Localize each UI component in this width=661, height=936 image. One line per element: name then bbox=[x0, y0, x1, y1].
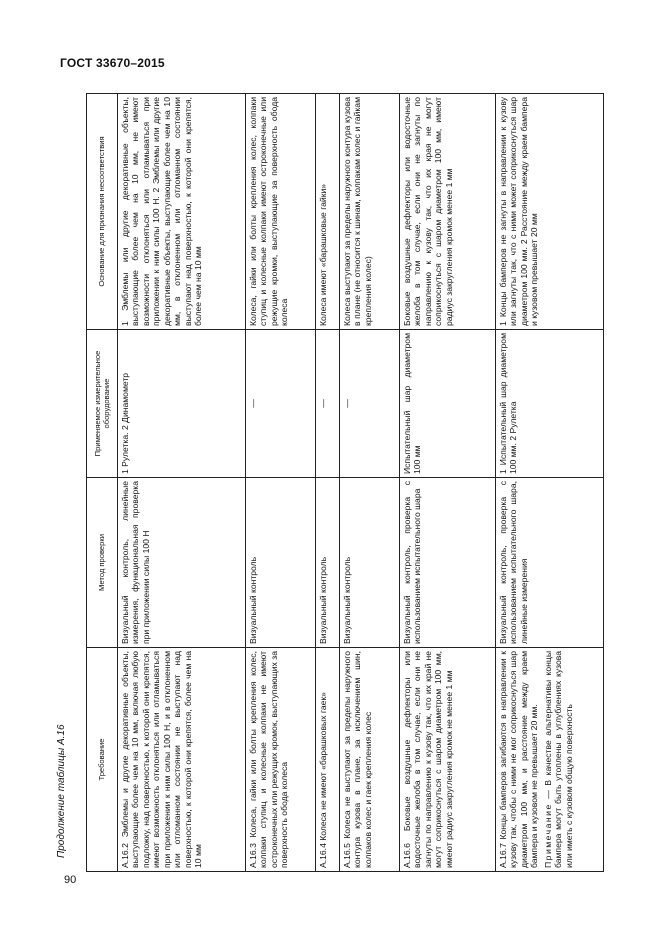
cell-basis bbox=[496, 94, 604, 330]
cell-requirement bbox=[316, 648, 340, 872]
cell-requirement bbox=[400, 648, 496, 872]
equipment-text: 1 Рулетка. 2 Динамометр bbox=[120, 372, 130, 474]
cell-equipment bbox=[400, 330, 496, 478]
basis-text: Колеса, гайки или болты крепления колес, колпаки ступиц и колесные колпаки имеют остроконечные или режущие кромки, выступающие за поверхность обода колеса bbox=[248, 97, 290, 326]
table-caption: Продолжение таблицы А.16 bbox=[56, 724, 67, 858]
basis-text: 1 Концы бамперов не загнуты в направлении к кузову или загнуты так, что с ними может соприкоснуться шар диаметром 100 мм. 2 Расстояние между краем бампера и кузовом превышает 20 мм bbox=[498, 97, 540, 326]
cell-equipment bbox=[246, 330, 316, 478]
requirement-text: А.16.2 Эмблемы и другие декоративные объекты, выступающие более чем на 10 мм, включая любую подложку, над поверхностью, к которой они крепятся, имеют возможность отклоняться или отламываться при приложении к ним силы 100 Н, и в отклоненном или отломанном состоянии не выступают над поверхностью, к которой они крепятся, более чем на 10 мм bbox=[120, 651, 204, 868]
cell-basis bbox=[400, 94, 496, 330]
cell-method bbox=[316, 478, 340, 648]
method-text: Визуальный контроль, проверка с использованием испытательного шара, линейные измерения bbox=[498, 481, 529, 644]
requirements-table bbox=[86, 93, 604, 872]
note-text: — В качестве альтернативы концы бампера могут быть утоплены в углублениях кузова или иметь с кузовом общую поверхность bbox=[542, 650, 574, 868]
equipment-text: Испытательный шар диаметром 100 мм bbox=[402, 333, 423, 474]
basis-text: 1 Эмблемы или другие декоративные объекты, выступающие более чем на 10 мм, не имеют возможности отклоняться или отламываться при приложении к ним силы 100 Н. 2 Эмблемы или другие декоративные объекты, выступающие более чем на 10 мм, в отклоненном или отломанном состоянии выступают над поверхностью, к которой они крепятся, более чем на 10 мм bbox=[120, 97, 204, 326]
requirement-text: А.16.3 Колеса, гайки или болты крепления колес, колпаки ступиц и колесные колпаки не имеют остроконечных или режущих кромок, выступающих за поверхность обода колеса bbox=[248, 651, 290, 868]
method-text: Визуальный контроль bbox=[248, 556, 258, 644]
cell-equipment bbox=[316, 330, 340, 478]
method-text: Визуальный контроль bbox=[318, 556, 328, 644]
method-text: Визуальный контроль, проверка с использованием испытательного шара bbox=[402, 481, 423, 644]
equipment-text: — bbox=[248, 399, 258, 408]
document-title: ГОСТ 33670–2015 bbox=[60, 56, 165, 70]
header-equipment: Применяемое измерительное оборудование bbox=[87, 330, 118, 478]
header-method: Метод проверки bbox=[87, 478, 118, 648]
rotated-table-container bbox=[86, 94, 604, 872]
cell-method bbox=[340, 478, 400, 648]
equipment-text: — bbox=[318, 399, 328, 408]
cell-basis bbox=[316, 94, 340, 330]
requirement-text: А.16.5 Колеса не выступают за пределы наружного контура кузова в плане, за исключением шин, колпаков колес и гаек крепления колес bbox=[342, 651, 373, 868]
requirement-note bbox=[543, 651, 574, 868]
cell-method bbox=[118, 478, 246, 648]
cell-method bbox=[496, 478, 604, 648]
cell-requirement bbox=[118, 648, 246, 872]
table-row bbox=[118, 94, 246, 872]
page-number: 90 bbox=[64, 874, 77, 886]
method-text: Визуальный контроль, линейные измерения, функциональная проверка при приложении силы 100 Н bbox=[120, 481, 151, 644]
table-row bbox=[496, 94, 604, 872]
basis-text: Колеса выступают за пределы наружного контура кузова в плане (не относится к шинам, колпакам колес и гайкам крепления колес) bbox=[342, 97, 373, 326]
cell-method bbox=[246, 478, 316, 648]
basis-text: Колеса имеют «барашковые гайки» bbox=[318, 183, 328, 326]
requirement-text: А.16.4 Колеса не имеют «барашковых гаек» bbox=[318, 692, 328, 868]
table-row bbox=[316, 94, 340, 872]
table-row bbox=[340, 94, 400, 872]
equipment-text: — bbox=[342, 399, 352, 408]
cell-basis bbox=[246, 94, 316, 330]
header-requirement: Требование bbox=[87, 648, 118, 872]
method-text: Визуальный контроль bbox=[342, 556, 352, 644]
header-basis: Основание для признания несоответствия bbox=[87, 94, 118, 330]
cell-requirement bbox=[496, 648, 604, 872]
basis-text: Боковые воздушные дефлекторы или водосточные желоба в том случае, если они не загнуты по направлению к кузову так, что их края не могут соприкоснуться с шаром диаметром 100 мм, имеют радиус закругления кромок менее 1 мм bbox=[402, 97, 454, 326]
cell-requirement bbox=[246, 648, 316, 872]
cell-basis bbox=[118, 94, 246, 330]
requirement-text: А.16.7 Концы бамперов загибаются в направлении к кузову так, чтобы с ними не мог соприкоснуться шар диаметром 100 мм, и расстояние между краем бампера и кузовом не превышает 20 мм. bbox=[498, 651, 540, 868]
note-label: Примечание bbox=[542, 803, 553, 868]
table-row bbox=[246, 94, 316, 872]
cell-method bbox=[400, 478, 496, 648]
cell-basis bbox=[340, 94, 400, 330]
cell-requirement bbox=[340, 648, 400, 872]
cell-equipment bbox=[496, 330, 604, 478]
equipment-text: 1 Испытательный шар диаметром 100 мм. 2 Рулетка bbox=[498, 333, 519, 474]
requirement-text: А.16.6 Боковые воздушные дефлекторы или водосточные желоба в том случае, если они не загнуты по направлению к кузову так, что их край не могут соприкоснуться с шаром диаметром 100 мм, имеют радиус закругления кромок не менее 1 мм bbox=[402, 651, 454, 868]
cell-equipment bbox=[340, 330, 400, 478]
table-row bbox=[400, 94, 496, 872]
table-header-row bbox=[87, 94, 118, 872]
cell-equipment bbox=[118, 330, 246, 478]
